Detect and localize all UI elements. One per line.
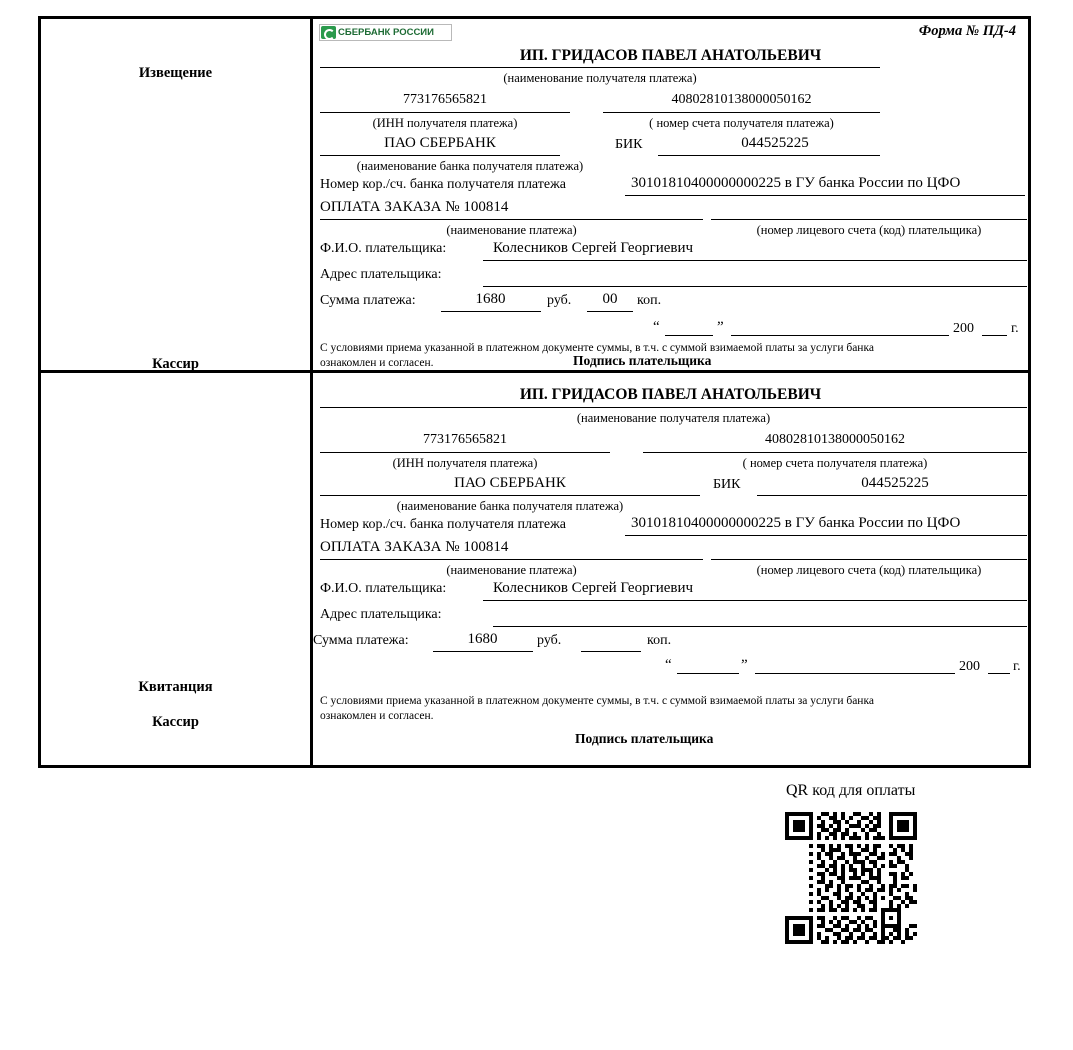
rule (320, 407, 1027, 408)
receipt-date-quote-close: ” (741, 656, 748, 673)
rule (731, 335, 949, 336)
receipt-personal-account-caption: (номер лицевого счета (код) плательщика) (756, 562, 982, 577)
receipt-year-prefix: 200 (959, 658, 980, 674)
receipt-rub-word: руб. (537, 632, 562, 648)
notice-account-value: 40802810138000050162 (671, 92, 812, 107)
receipt-amount-rub: 1680 (467, 630, 498, 647)
receipt-recipient-caption: (наименование получателя платежа) (576, 410, 771, 425)
receipt-conditions-line2: ознакомлен и согласен. (320, 709, 434, 722)
rule (320, 452, 610, 453)
rule (625, 195, 1025, 196)
receipt-bank-name: ПАО СБЕРБАНК (454, 474, 566, 491)
sberbank-logo-text: СБЕРБАНК РОССИИ (338, 27, 434, 38)
qr-code-icon (772, 812, 930, 944)
payment-form (38, 16, 1031, 768)
cashier-label-bottom: Кассир (152, 713, 199, 730)
notice-kop-word: коп. (637, 293, 662, 308)
rule (643, 452, 1027, 453)
notice-corr-label: Номер кор./сч. банка получателя платежа (320, 177, 566, 192)
rule (665, 335, 713, 336)
rule (988, 673, 1010, 674)
receipt-inn-value: 773176565821 (423, 431, 507, 447)
notice-section (41, 19, 1028, 373)
notice-rub-word: руб. (547, 293, 572, 308)
rule (320, 495, 700, 496)
notice-date-quote-close: ” (717, 319, 724, 335)
notice-year-prefix: 200 (953, 321, 974, 336)
notice-payment-purpose: ОПЛАТА ЗАКАЗА № 100814 (320, 199, 509, 215)
notice-bik-value: 044525225 (741, 135, 809, 151)
receipt-address-label: Адрес плательщика: (320, 606, 442, 622)
receipt-bik-value: 044525225 (861, 474, 929, 491)
form-number: Форма № ПД-4 (918, 23, 1016, 39)
rule (320, 155, 560, 156)
rule (433, 651, 533, 652)
receipt-bank-name-caption: (наименование банка получателя платежа) (396, 498, 624, 513)
receipt-payer-label: Ф.И.О. плательщика: (320, 580, 447, 596)
notice-amount-kop: 00 (602, 291, 618, 307)
receipt-stub (41, 373, 313, 765)
notice-personal-account-caption: (номер лицевого счета (код) плательщика) (756, 223, 982, 237)
rule (441, 311, 541, 312)
notice-payer-value: Колесников Сергей Георгиевич (493, 240, 694, 256)
receipt-payment-purpose: ОПЛАТА ЗАКАЗА № 100814 (320, 538, 509, 555)
receipt-account-caption: ( номер счета получателя платежа) (742, 455, 928, 470)
notice-conditions-line1: С условиями приема указанной в платежном документе суммы, в т.ч. с суммой взимаемой платы за услуги банка (320, 342, 874, 354)
notice-bik-label: БИК (615, 137, 643, 152)
notice-amount-rub: 1680 (475, 291, 506, 307)
cashier-label-top: Кассир (152, 356, 199, 372)
notice-inn-value: 773176565821 (403, 92, 487, 107)
sberbank-logo-icon (319, 24, 452, 41)
notice-amount-label: Сумма платежа: (320, 293, 416, 308)
notice-corr-value: 30101810400000000225 в ГУ банка России по ЦФО (631, 175, 961, 191)
receipt-corr-value: 30101810400000000225 в ГУ банка России по ЦФО (631, 514, 961, 531)
notice-date-quote-open: “ (653, 319, 660, 335)
rule (757, 495, 1027, 496)
receipt-kop-word: коп. (647, 632, 672, 648)
rule (587, 311, 633, 312)
notice-payer-label: Ф.И.О. плательщика: (320, 241, 447, 256)
notice-body (313, 19, 1028, 370)
notice-bank-name: ПАО СБЕРБАНК (384, 135, 496, 151)
sberbank-mark-icon (321, 26, 336, 39)
qr-caption: QR код для оплаты (786, 782, 916, 799)
rule (493, 626, 1027, 627)
notice-recipient-name: ИП. ГРИДАСОВ ПАВЕЛ АНАТОЛЬЕВИЧ (519, 47, 822, 64)
receipt-corr-label: Номер кор./сч. банка получателя платежа (320, 516, 566, 532)
rule (982, 335, 1007, 336)
rule (625, 535, 1027, 536)
notice-label: Извещение (138, 65, 213, 81)
receipt-inn-caption: (ИНН получателя платежа) (392, 455, 538, 470)
receipt-recipient-name: ИП. ГРИДАСОВ ПАВЕЛ АНАТОЛЬЕВИЧ (519, 385, 822, 403)
notice-payment-purpose-caption: (наименование платежа) (446, 223, 577, 237)
receipt-label: Квитанция (138, 678, 213, 695)
rule (483, 260, 1027, 261)
rule (677, 673, 739, 674)
rule (320, 559, 703, 560)
rule (658, 155, 880, 156)
receipt-section (41, 373, 1028, 765)
receipt-amount-label: Сумма платежа: (313, 632, 409, 648)
notice-signature-label: Подпись плательщика (573, 353, 712, 368)
notice-year-suffix: г. (1011, 321, 1019, 336)
receipt-payment-purpose-caption: (наименование платежа) (446, 562, 577, 577)
rule (755, 673, 955, 674)
rule (483, 600, 1027, 601)
notice-stub (41, 19, 313, 370)
receipt-conditions-line1: С условиями приема указанной в платежном документе суммы, в т.ч. с суммой взимаемой платы за услуги банка (320, 694, 874, 707)
rule (581, 651, 641, 652)
notice-recipient-caption: (наименование получателя платежа) (503, 71, 697, 85)
rule (483, 286, 1027, 287)
receipt-year-suffix: г. (1013, 658, 1021, 674)
receipt-body (313, 373, 1028, 765)
rule (320, 67, 880, 68)
receipt-signature-label: Подпись плательщика (575, 730, 714, 746)
receipt-date-quote-open: “ (665, 656, 672, 673)
receipt-payer-value: Колесников Сергей Георгиевич (493, 579, 694, 596)
rule (711, 219, 1027, 220)
receipt-bik-label: БИК (713, 476, 741, 492)
notice-address-label: Адрес плательщика: (320, 267, 442, 282)
rule (711, 559, 1027, 560)
notice-inn-caption: (ИНН получателя платежа) (372, 116, 518, 130)
notice-account-caption: ( номер счета получателя платежа) (649, 116, 834, 130)
notice-bank-name-caption: (наименование банка получателя платежа) (356, 159, 584, 173)
rule (320, 112, 570, 113)
receipt-account-value: 40802810138000050162 (765, 431, 905, 447)
rule (320, 219, 703, 220)
notice-conditions-line2: ознакомлен и согласен. (320, 357, 434, 369)
rule (603, 112, 880, 113)
